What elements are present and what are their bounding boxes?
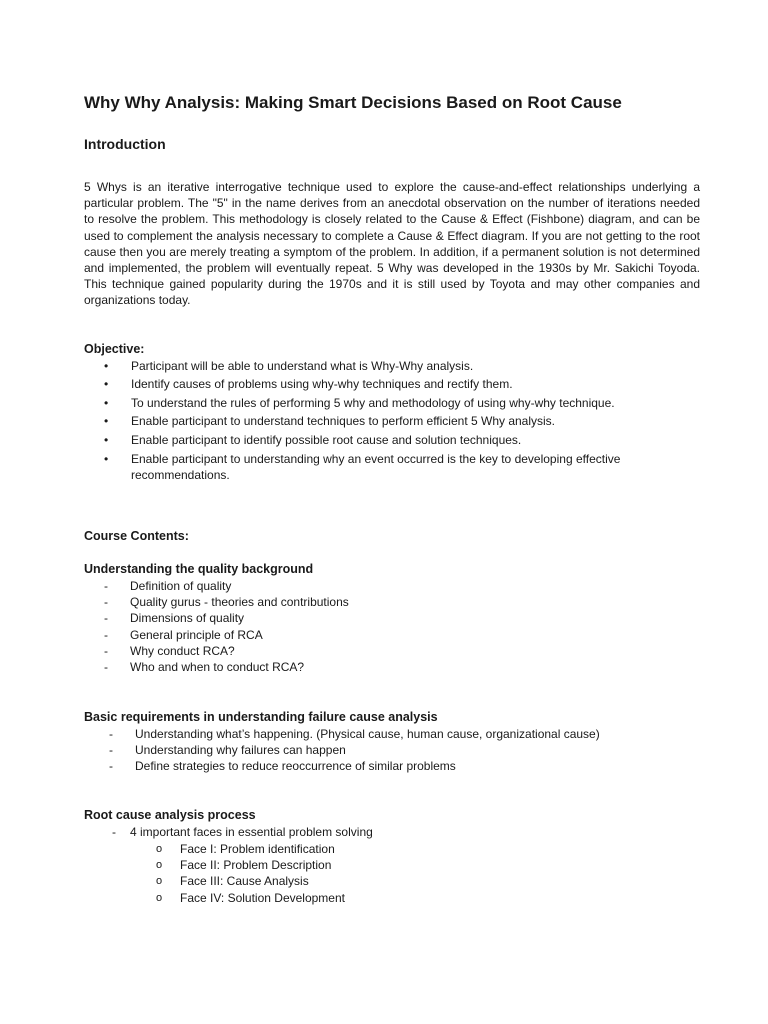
dash-icon: - [104, 595, 108, 610]
dash-icon: - [109, 726, 113, 741]
dash-icon: - [104, 578, 108, 593]
introduction-heading: Introduction [84, 136, 166, 152]
list-item-text: Face II: Problem Description [180, 858, 332, 873]
quality-background-heading: Understanding the quality background [84, 561, 314, 576]
list-item [84, 594, 700, 610]
rca-faces-list [84, 841, 700, 906]
list-item-text: Enable participant to understand techniques to perform efficient 5 Why analysis. [131, 414, 556, 429]
list-item [84, 890, 700, 906]
document-page [84, 92, 700, 906]
list-item-text: Enable participant to understanding why an event occurred is the key to developing effective recommendations. [131, 451, 621, 483]
list-item-text: Dimensions of quality [130, 611, 245, 626]
basic-requirements-list [84, 726, 700, 775]
list-item [84, 358, 700, 375]
list-item-text: Face III: Cause Analysis [180, 874, 309, 889]
circle-bullet-icon: o [156, 842, 163, 855]
list-item-text: Understanding what’s happening. (Physical cause, human cause, organizational cause) [135, 726, 600, 741]
document-title: Why Why Analysis: Making Smart Decisions Based on Root Cause [84, 93, 622, 112]
dash-icon: - [104, 660, 108, 675]
list-item [84, 432, 700, 449]
objective-section [84, 341, 700, 484]
list-item [84, 451, 700, 484]
list-item-text: Face IV: Solution Development [180, 890, 345, 905]
list-item [84, 742, 700, 758]
list-item-text: Enable participant to identify possible root cause and solution techniques. [131, 433, 522, 447]
list-item [84, 857, 700, 873]
list-item-text: Quality gurus - theories and contributions [130, 595, 349, 610]
basic-requirements-heading: Basic requirements in understanding failure cause analysis [84, 709, 438, 724]
list-item [84, 627, 700, 643]
list-item [84, 376, 700, 393]
bullet-icon: • [104, 451, 109, 466]
list-item-text: Identify causes of problems using why-why techniques and rectify them. [131, 377, 513, 392]
course-contents-section [84, 528, 700, 906]
list-item-text: General principle of RCA [130, 627, 263, 642]
circle-bullet-icon: o [156, 875, 163, 888]
list-item [84, 726, 700, 742]
objective-heading: Objective: [84, 341, 145, 356]
bullet-icon: • [104, 414, 109, 429]
course-contents-heading: Course Contents: [84, 528, 189, 543]
bullet-icon: • [104, 433, 109, 447]
dash-icon: - [104, 627, 108, 642]
quality-background-list [84, 578, 700, 676]
list-item [84, 610, 700, 626]
list-item [84, 395, 700, 412]
list-item-text: Definition of quality [130, 578, 232, 593]
list-item [84, 758, 700, 774]
bullet-icon: • [104, 358, 109, 373]
rca-process-list [84, 824, 700, 840]
list-item-text: Who and when to conduct RCA? [130, 660, 305, 675]
list-item-text: Why conduct RCA? [130, 643, 235, 658]
dash-icon: - [112, 825, 116, 840]
bullet-icon: • [104, 377, 109, 392]
list-item-text: Define strategies to reduce reoccurrence of similar problems [135, 759, 456, 774]
list-item [84, 824, 700, 840]
list-item [84, 873, 700, 889]
list-item-text: To understand the rules of performing 5 why and methodology of using why-why technique. [131, 395, 615, 410]
list-item [84, 841, 700, 857]
introduction-paragraph: 5 Whys is an iterative interrogative technique used to explore the cause-and-effect relationships underlying a particular problem. The "5" in the name derives from an anecdotal observation on the number of iterations needed to resolve the problem. This methodology is closely related to the Cause & Effect (Fishbone) diagram, and can be used to complement the analysis necessary to complete a Cause & Effect diagram. If you are not getting to the root cause then you are merely treating a symptom of the problem. In addition, if a permanent solution is not determined and implemented, the problem will eventually repeat. 5 Why was developed in the 1930s by Mr. Sakichi Toyoda. This technique gained popularity during the 1970s and it is still used by Toyota and may other companies and organizations today. [84, 180, 700, 308]
list-item-text: Participant will be able to understand what is Why-Why analysis. [131, 358, 474, 373]
list-item-text: Understanding why failures can happen [135, 742, 346, 757]
list-item-text: 4 important faces in essential problem solving [130, 825, 373, 840]
dash-icon: - [104, 643, 108, 658]
objective-list [84, 358, 700, 484]
list-item [84, 578, 700, 594]
dash-icon: - [109, 742, 113, 757]
circle-bullet-icon: o [156, 891, 163, 904]
bullet-icon: • [104, 395, 109, 410]
dash-icon: - [104, 611, 108, 626]
circle-bullet-icon: o [156, 859, 163, 872]
rca-process-heading: Root cause analysis process [84, 808, 256, 823]
list-item [84, 643, 700, 659]
list-item-text: Face I: Problem identification [180, 841, 335, 856]
dash-icon: - [109, 759, 113, 774]
list-item [84, 659, 700, 675]
list-item [84, 413, 700, 430]
